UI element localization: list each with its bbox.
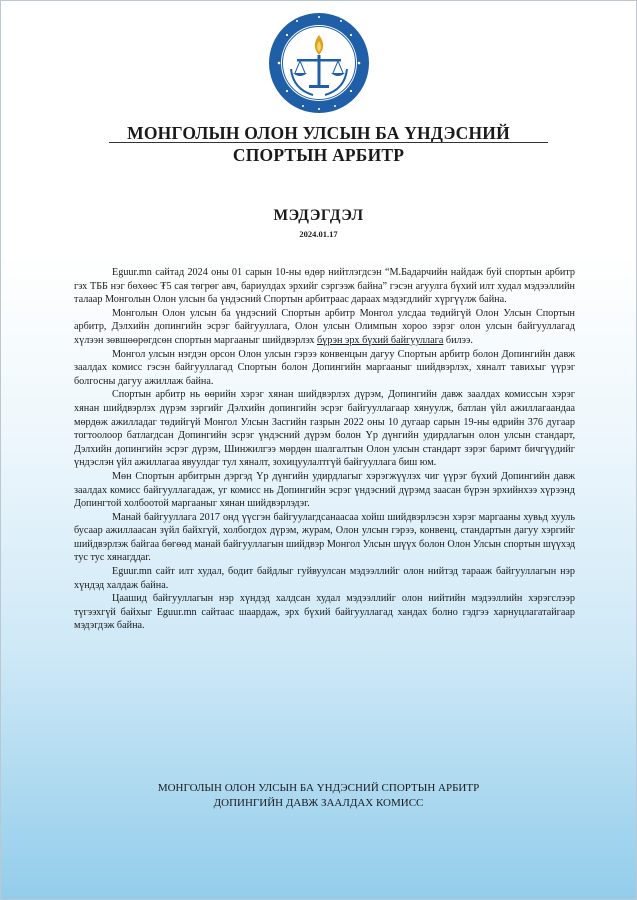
document-date: 2024.01.17 (299, 229, 338, 239)
document-title: МЭДЭГДЭЛ (273, 207, 364, 224)
paragraph-7: Eguur.mn сайт илт худал, бодит байдлыг гуйвуулсан мэдээллийг олон нийтэд тарааж байгууллагын нэр хүндэд халдаж байна. (74, 566, 575, 591)
signature-line-2: ДОПИНГИЙН ДАВЖ ЗААЛДАХ КОМИСС (213, 797, 424, 809)
paragraph-5: Мөн Спортын арбитрын дэргэд Үр дүнгийн удирдлагыг хэрэгжүүлэх чиг үүрэг бүхий Допингийн давж заалдах комисс байгууллагадаж, уг комисс нь Допингийн эсрэг үндэсний дүрэмд заасан бүрэн эрхийнхээ хүрээнд Допингтой холбоотой маргааныг хянан шийдвэрлэдэг. (74, 470, 575, 510)
signature-line-1: МОНГОЛЫН ОЛОН УЛСЫН БА ҮНДЭСНИЙ СПОРТЫН АРБИТР (157, 782, 480, 794)
paragraph-2-tail: билээ. (443, 334, 473, 346)
organization-title-line-1: МОНГОЛЫН ОЛОН УЛСЫН БА ҮНДЭСНИЙ (127, 123, 510, 143)
arbitration-emblem-logo (267, 11, 371, 115)
paragraph-2-text: Монголын Олон улсын ба үндэсний Спортын арбитр Монгол улсдаа төдийгүй Олон Улсын Спортын арбитр, Дэлхийн допингийн эсрэг байгууллага, Олон улсын Олимпын хороо зэрэг олон улсын байгууллагад хүлээн зөвшөөрөгдсөн спортын маргааныг шийдвэрлэх (74, 307, 575, 346)
paragraph-1: Eguur.mn сайтад 2024 оны 01 сарын 10-ны өдөр нийтлэгдсэн “М.Бадарчийн найдаж буй спортын арбитр гэх ТББ нэг бөхөөс ₮5 сая төгрөг авч, бариулдах эрхийг сэргээж байна” гэсэн агуулга бүхий илт худал мэдээллийн талаар Монголын Олон улсын ба үндэсний Спортын арбитраас дараах мэдэгдлийг хүргүүлж байна. (74, 267, 575, 306)
title-divider (109, 142, 548, 143)
document-body (74, 266, 575, 633)
paragraph-2 (74, 307, 575, 348)
paragraph-2-underlined-text: бүрэн эрх бүхий байгууллага (316, 334, 444, 346)
signature-block (1, 781, 636, 811)
paragraph-4: Спортын арбитр нь өөрийн хэрэг хянан шийдвэрлэх дүрэм, Допингийн давж заалдах комиссын хэрэг хянан шийдвэрлэх дүрэм зэргийг Дэлхийн допингийн эсрэг байгууллагаар хянуулж, батлан үйл ажиллагаандаа мөрдөж ажилладаг төдийгүй Монгол Улсын Засгийн газрын 2022 оны 10 дугаар сарын 19-ны өдрийн 376 дугаар тогтоолоор батлагдсан Допингийн эсрэг үндэсний дүрэм болон Үр дүнгийн удирдлагын олон улсын стандарт, Дэлхийн допингийн эсрэг дүрэм, Шинжилгээ мөрдөн шалгалтын Олон улсын стандарт зэрэг баримт бичгүүдийг үндэслэн үйл ажиллагаа явуулдаг тул хяналт, зохицуулалтгүй байгууллага биш юм. (74, 389, 575, 469)
paragraph-8: Цаашид байгууллагын нэр хүндэд халдсан худал мэдээллийг олон нийтийн мэдээллийн хэрэгслээр түгээхгүй байхыг Eguur.mn сайтаас шаардаж, эрх бүхий байгууллагад хандах болно гэдгээ харнуцлагатайгаар мэдэгдэж байна. (74, 593, 575, 632)
organization-title-line-2: СПОРТЫН АРБИТР (232, 145, 405, 165)
paragraph-6: Манай байгууллага 2017 онд үүсгэн байгуулагдсанаасаа хойш шийдвэрлэсэн хэрэг маргааны хувьд хууль бусаар ажиллаасан зүйл байхгүй, холбогдох дүрэм, журам, Олон улсын гэрээ, конвенц, стандартын дагуу хэргийг шийдвэрлэж байгаа бөгөөд манай байгууллагын шийдвэр Монгол Улсын шүүх болон Олон Улсын спортын шүүхэд тус тус хянагддаг. (74, 511, 575, 564)
organization-title (1, 122, 636, 166)
paragraph-3: Монгол улсын нэгдэн орсон Олон улсын гэрээ конвенцын дагуу Спортын арбитр болон Допингийн давж заалдах комисс гэсэн байгууллагад Спортын болон Допингийн маргааныг шийдвэрлэх, хяналт тавихыг үүрэг болгосны дагуу ажиллаж байна. (74, 348, 575, 387)
